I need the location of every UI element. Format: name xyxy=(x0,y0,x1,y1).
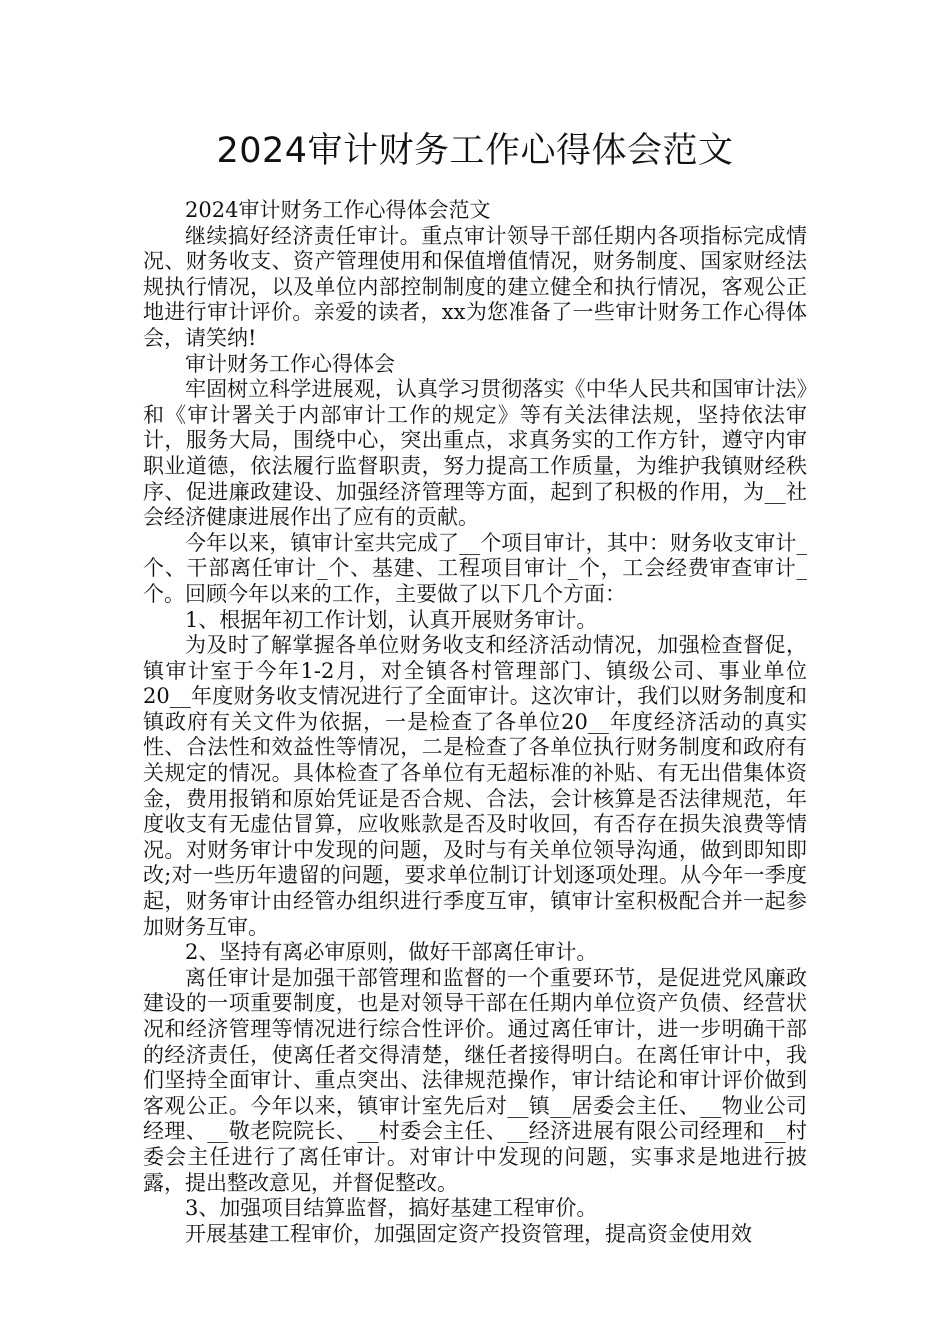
paragraph-heading: 审计财务工作心得体会 xyxy=(185,351,395,376)
section-heading: 2、坚持有离必审原则，做好干部离任审计。 xyxy=(185,940,598,965)
paragraph-subtitle: 2024审计财务工作心得体会范文 xyxy=(185,198,491,222)
paragraph: 今年以来，镇审计室共完成了__个项目审计，其中：财务收支审计_个、干部离任审计_个、基建、工程项目审计_个，工会经费审查审计_个。回顾今年以来的工作，主要做了以下几个方面： xyxy=(143,530,807,606)
page-title: 2024审计财务工作心得体会范文 xyxy=(216,131,734,171)
section-heading: 1、根据年初工作计划，认真开展财务审计。 xyxy=(185,607,598,632)
paragraph: 离任审计是加强干部管理和监督的一个重要环节，是促进党风廉政建设的一项重要制度，也是对领导干部在任期内单位资产负债、经营状况和经济管理等情况进行综合性评价。通过离任审计，进一步明确干部的经济责任，使离任者交得清楚，继任者接得明白。在离任审计中，我们坚持全面审计、重点突出、法律规范操作，审计结论和审计评价做到客观公正。今年以来，镇审计室先后对__镇__居委会主任、__物业公司经理、__敬老院院长、__村委会主任、__经济进展有限公司经理和__村委会主任进行了离任审计。对审计中发现的问题，实事求是地进行披露，提出整改意见，并督促整改。 xyxy=(143,965,807,1195)
paragraph: 为及时了解掌握各单位财务收支和经济活动情况，加强检查督促，镇审计室于今年1-2月，对全镇各村管理部门、镇级公司、事业单位20__年度财务收支情况进行了全面审计。这次审计，我们以财务制度和镇政府有关文件为依据，一是检查了各单位20__年度经济活动的真实性、合法性和效益性等情况，二是检查了各单位执行财务制度和政府有关规定的情况。具体检查了各单位有无超标准的补贴、有无出借集体资金，费用报销和原始凭证是否合规、合法，会计核算是否法律规范，年度收支有无虚估冒算，应收账款是否及时收回，有否存在损失浪费等情况。对财务审计中发现的问题，及时与有关单位领导沟通，做到即知即改;对一些历年遗留的问题，要求单位制订计划逐项处理。从今年一季度起，财务审计由经管办组织进行季度互审，镇审计室积极配合并一起参加财务互审。 xyxy=(143,633,807,939)
paragraph: 开展基建工程审价，加强固定资产投资管理，提高资金使用效 xyxy=(185,1221,752,1246)
section-heading: 3、加强项目结算监督，搞好基建工程审价。 xyxy=(185,1196,598,1221)
paragraph-intro: 继续搞好经济责任审计。重点审计领导干部任期内各项指标完成情况、财务收支、资产管理使用和保值增值情况，财务制度、国家财经法规执行情况，以及单位内部控制制度的建立健全和执行情况，客观公正地进行审计评价。亲爱的读者，xx为您准备了一些审计财务工作心得体会，请笑纳! xyxy=(143,223,807,350)
paragraph: 牢固树立科学进展观，认真学习贯彻落实《中华人民共和国审计法》和《审计署关于内部审计工作的规定》等有关法律法规，坚持依法审计，服务大局，围绕中心，突出重点，求真务实的工作方针，遵守内审职业道德，依法履行监督职责，努力提高工作质量，为维护我镇财经秩序、促进廉政建设、加强经济管理等方面，起到了积极的作用，为__社会经济健康进展作出了应有的贡献。 xyxy=(143,377,807,530)
document-body xyxy=(143,198,807,1247)
